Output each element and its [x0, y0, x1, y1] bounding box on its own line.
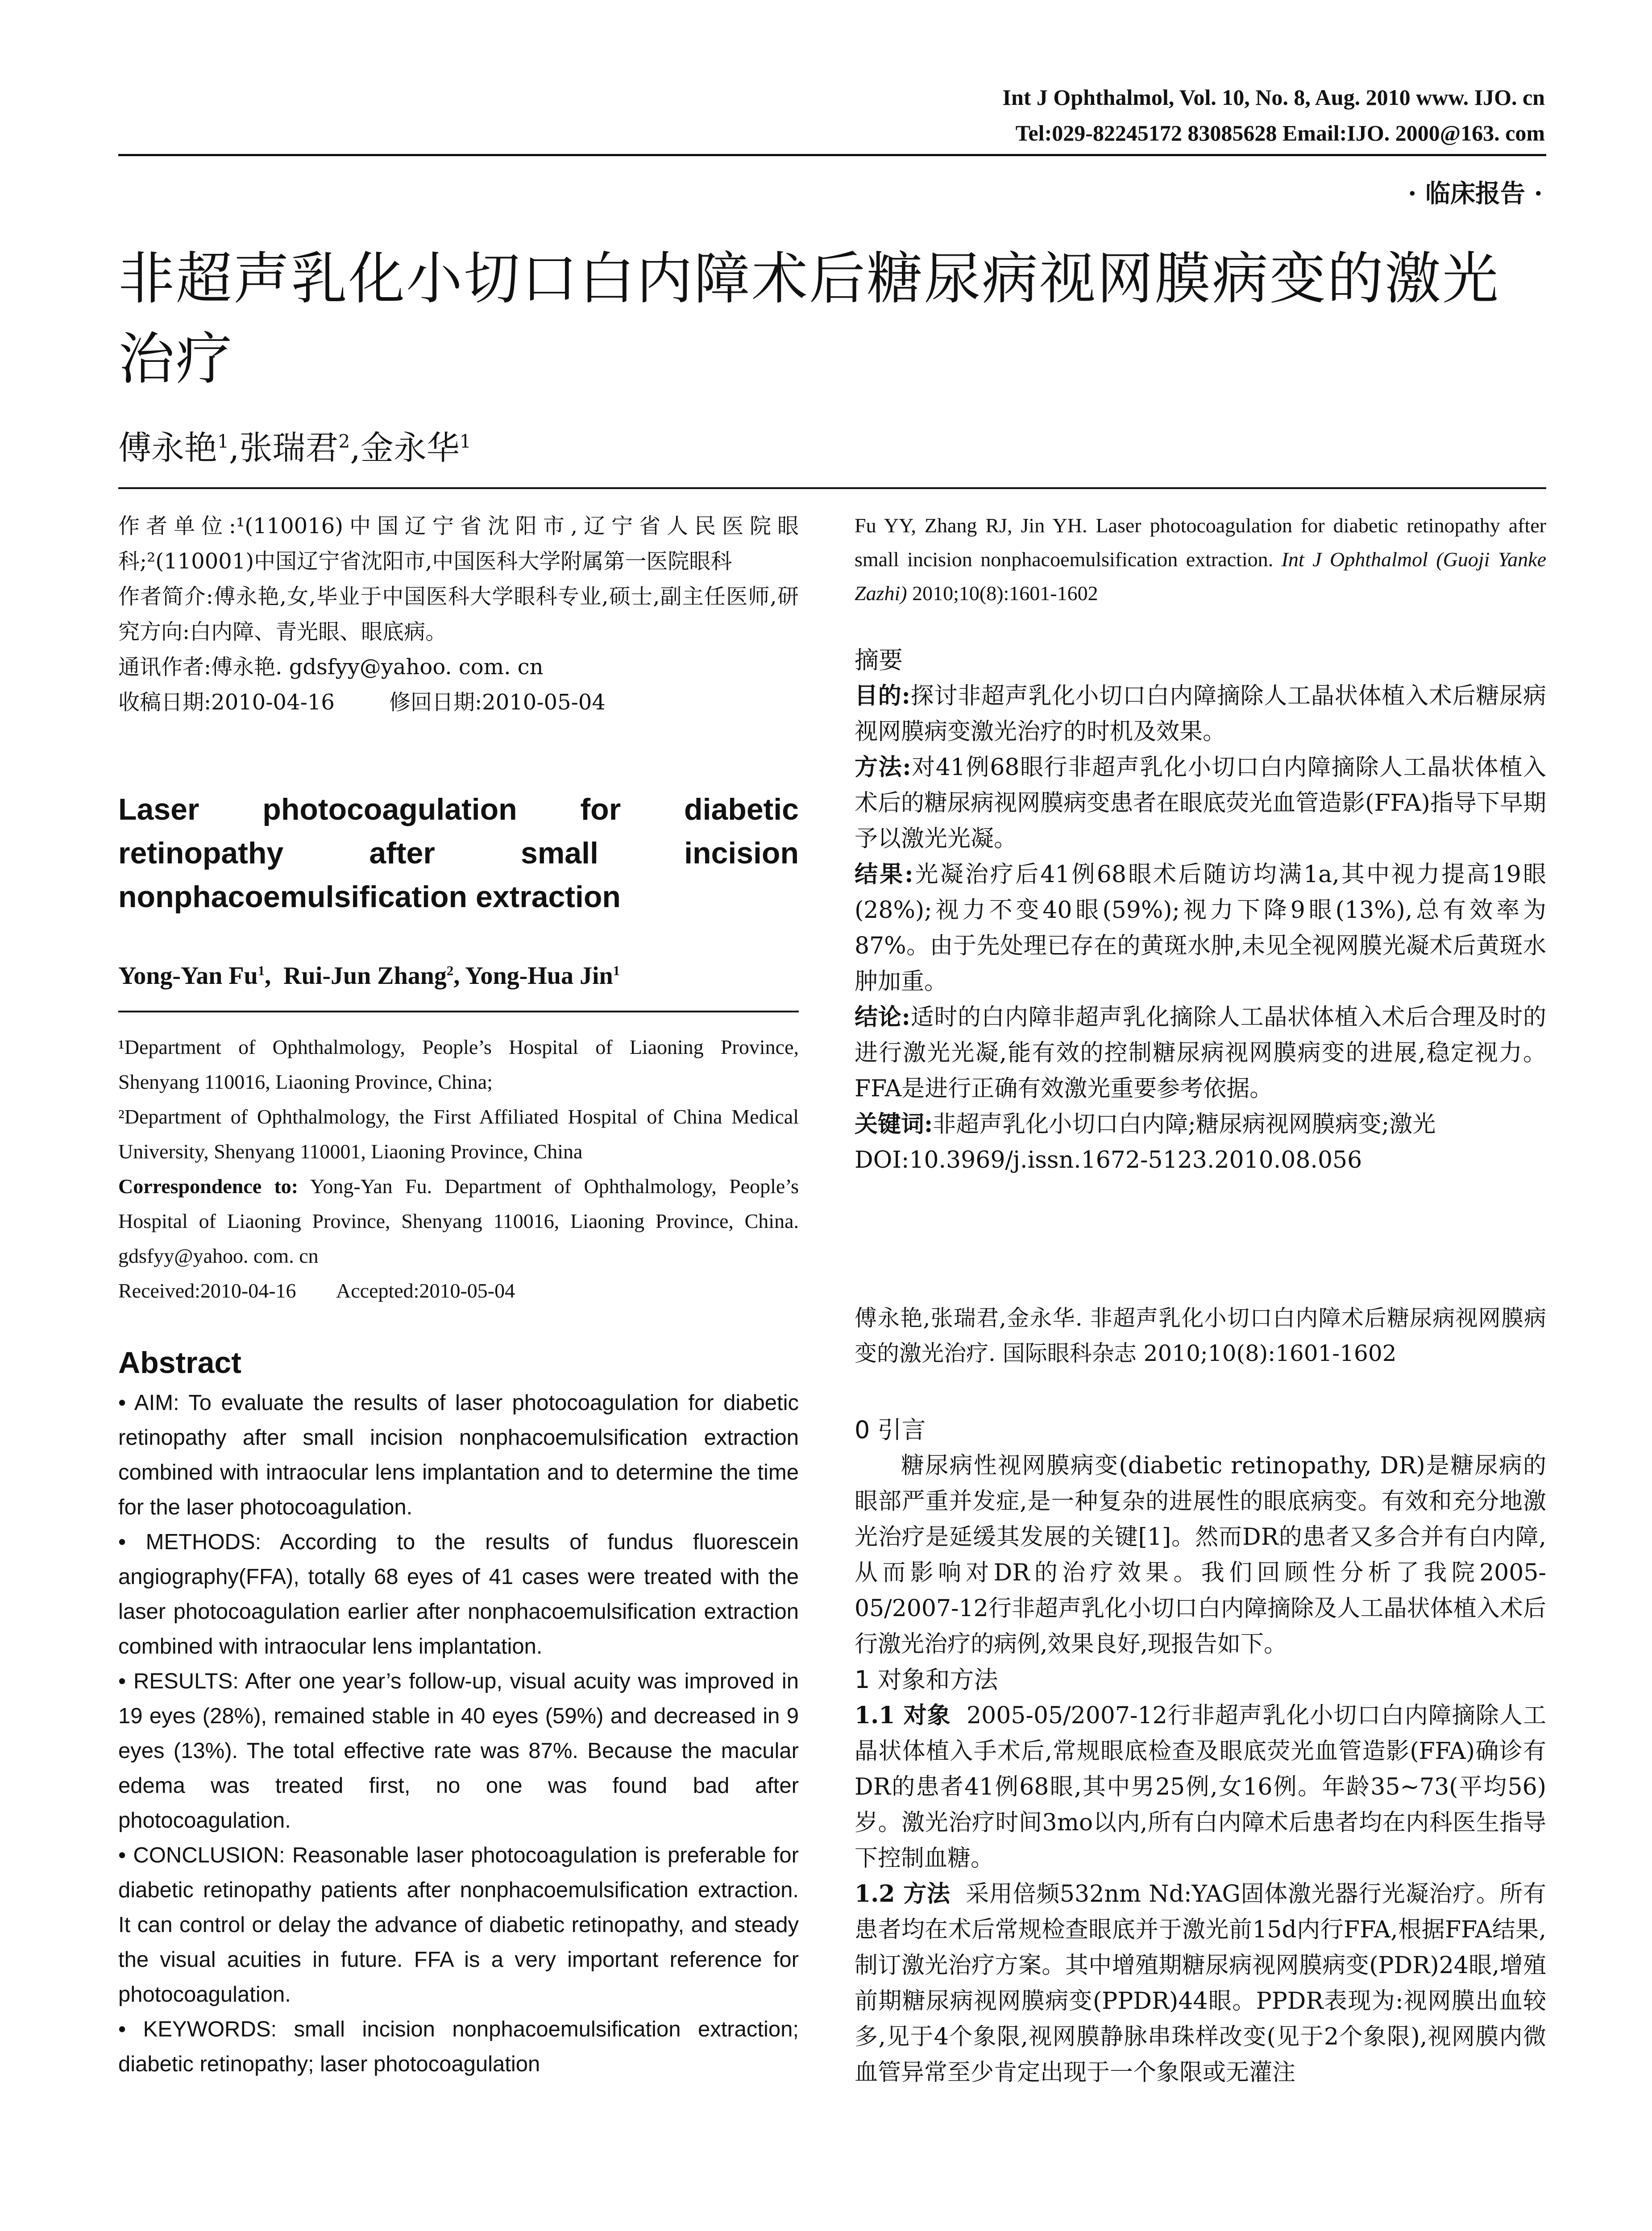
- citation-en-ref: 2010;10(8):1601-1602: [912, 582, 1098, 605]
- abstract-cn-methods-label: 方法:: [855, 754, 911, 781]
- abstract-cn-conclusion-text: 适时的白内障非超声乳化摘除人工晶状体植入术后合理及时的进行激光光凝,能有效的控制糖尿病视网膜病变的进展,稳定视力。FFA是进行正确有效激光重要参考依据。: [855, 1004, 1546, 1102]
- journal-header-line2: Tel:029-82245172 83085628 Email:IJO. 2000@163. com: [1015, 120, 1545, 145]
- body-cn: [855, 1412, 1546, 2090]
- subjects-label: 1.1 对象: [855, 1702, 951, 1729]
- author-info-cn: [118, 509, 799, 720]
- abstract-cn-keywords-label: 关键词:: [855, 1111, 933, 1138]
- affiliation-en: [118, 1030, 799, 1308]
- author-cn-1: 傅永艳: [118, 429, 217, 467]
- abstract-en-methods: • METHODS: According to the results of fundus fluorescein angiography(FFA), totally 68 eyes of 41 cases were treated with the laser photocoagulation earlier after nonphacoemulsification extraction combined with intraocular lens implantation.: [118, 1530, 799, 1659]
- correspondence-en: [118, 1169, 799, 1273]
- affiliation-cn: 作者单位:¹(110016)中国辽宁省沈阳市,辽宁省人民医院眼科;²(110001)中国辽宁省沈阳市,中国医科大学附属第一医院眼科: [118, 514, 799, 574]
- abstract-en-keywords: • KEYWORDS: small incision nonphacoemulsification extraction; diabetic retinopathy; laser photocoagulation: [118, 2017, 799, 2076]
- abstract-cn-results-label: 结果:: [855, 861, 913, 888]
- abstract-cn-methods: [855, 750, 1546, 857]
- abstract-cn-results-text: 光凝治疗后41例68眼术后随访均满1a,其中视力提高19眼(28%);视力不变40眼(59%);视力下降9眼(13%),总有效率为87%。由于先处理已存在的黄斑水肿,未见全视网膜光凝术后黄斑水肿加重。: [855, 861, 1546, 995]
- abstract-cn: [855, 643, 1546, 1178]
- correspondence-cn: 通讯作者:傅永艳. gdsfyy@yahoo. com. cn: [118, 655, 544, 680]
- abstract-cn-aim: [855, 678, 1546, 750]
- section-tag: · 临床报告 ·: [1408, 179, 1543, 208]
- abstract-en-conclusion: • CONCLUSION: Reasonable laser photocoagulation is preferable for diabetic retinopathy patients after nonphacoemulsification extraction. It can control or delay the advance of diabetic retinopathy, and steady the visual acuities in future. FFA is a very important reference for photocoagulation.: [118, 1843, 799, 2007]
- abstract-en: [118, 1385, 799, 2082]
- author-en-2-sup: 2: [446, 963, 454, 979]
- method-text: 采用倍频532nm Nd:YAG固体激光器行光凝治疗。所有患者均在术后常规检查眼底并于激光前15d内行FFA,根据FFA结果,制订激光治疗方案。其中增殖期糖尿病视网膜病变(PDR)24眼,增殖前期糖尿病视网膜病变(PPDR)44眼。PPDR表现为:视网膜出血较多,见于4个象限,视网膜静脉串珠样改变(见于2个象限),视网膜内微血管异常至少肯定出现于一个象限或无灌注: [855, 1881, 1546, 2086]
- author-cn-1-sup: 1: [217, 431, 229, 452]
- abstract-cn-aim-label: 目的:: [855, 682, 910, 709]
- article-title-en: Laser photocoagulation for diabetic retinopathy after small incision nonphacoemulsification extraction: [118, 792, 799, 914]
- subjects-paragraph: [855, 1698, 1546, 1876]
- journal-header-line1: Int J Ophthalmol, Vol. 10, No. 8, Aug. 2010 www. IJO. cn: [1002, 85, 1545, 110]
- affiliation-en-1: ¹Department of Ophthalmology, People’s Hospital of Liaoning Province, Shenyang 110016, Liaoning Province, China;: [118, 1036, 799, 1093]
- author-cn-3: 金永华: [360, 429, 460, 467]
- abstract-cn-results: [855, 857, 1546, 999]
- author-en-3-sup: 1: [613, 963, 620, 979]
- intro-heading: 0 引言: [855, 1416, 926, 1444]
- abstract-cn-keywords: [855, 1107, 1546, 1142]
- abstract-cn-conclusion: [855, 999, 1546, 1107]
- body-cn-text: [855, 1448, 1546, 2090]
- author-bio-cn: 作者简介:傅永艳,女,毕业于中国医科大学眼科专业,硕士,副主任医师,研究方向:白内障、青光眼、眼底病。: [118, 584, 799, 644]
- abstract-cn-methods-text: 对41例68眼行非超声乳化小切口白内障摘除人工晶状体植入术后的糖尿病视网膜病变患者在眼底荧光血管造影(FFA)指导下早期予以激光光凝。: [855, 754, 1546, 852]
- authors-en: Yong-Yan Fu$^1$, Rui-Jun Zhang$^2$, Yong-Hua Jin$^1$: [118, 962, 620, 990]
- author-cn-2: 张瑞君: [239, 429, 339, 467]
- abstract-en-results: • RESULTS: After one year’s follow-up, visual acuity was improved in 19 eyes (28%), remained stable in 40 eyes (59%) and decreased in 9 eyes (13%). The total effective rate was 87%. Because the macular edema was treated first, no one was found bad after photocoagulation.: [118, 1669, 799, 1833]
- author-en-1-sup: 1: [257, 963, 265, 979]
- method-paragraph: [855, 1876, 1546, 2090]
- abstract-cn-body: [855, 678, 1546, 1178]
- citation-en: [855, 509, 1546, 610]
- dates-cn: 收稿日期:2010-04-16 修回日期:2010-05-04: [118, 690, 606, 715]
- correspondence-en-text: Yong-Yan Fu. Department of Ophthalmology, People’s Hospital of Liaoning Province, Shenyang 110016, Liaoning Province, China. gdsfyy@yahoo. com. cn: [118, 1175, 799, 1267]
- author-en-1: Yong-Yan Fu: [118, 962, 258, 990]
- abstract-en-aim: • AIM: To evaluate the results of laser photocoagulation for diabetic retinopathy after small incision nonphacoemulsification extraction combined with intraocular lens implantation and to determine the time for the laser photocoagulation.: [118, 1391, 799, 1519]
- correspondence-en-label: Correspondence to:: [118, 1175, 299, 1198]
- abstract-heading-cn: 摘要: [855, 646, 903, 674]
- method-label: 1.2 方法: [855, 1880, 951, 1908]
- abstract-cn-aim-text: 探讨非超声乳化小切口白内障摘除人工晶状体植入术后糖尿病视网膜病变激光治疗的时机及效果。: [855, 683, 1546, 745]
- header-rule: [118, 154, 1546, 156]
- doi: DOI:10.3969/j.issn.1672-5123.2010.08.056: [855, 1147, 1362, 1174]
- authors-rule: [118, 487, 1546, 489]
- received-en: Received:2010-04-16 Accepted:2010-05-04: [118, 1279, 515, 1302]
- abstract-heading-en: Abstract: [118, 1346, 241, 1380]
- affiliation-en-2: ²Department of Ophthalmology, the First Affiliated Hospital of China Medical University, Shenyang 110001, Liaoning Province, China: [118, 1105, 799, 1163]
- author-en-2: Rui-Jun Zhang: [283, 962, 447, 990]
- subjects-text: 2005-05/2007-12行非超声乳化小切口白内障摘除人工晶状体植入手术后,常规眼底检查及眼底荧光血管造影(FFA)确诊有DR的患者41例68眼,其中男25例,女16例。年龄35~73(平均56)岁。激光治疗时间3mo以内,所有白内障术后患者均在内科医生指导下控制血糖。: [855, 1702, 1547, 1872]
- author-cn-2-sup: 2: [338, 431, 350, 452]
- citation-en-text: Fu YY, Zhang RJ, Jin YH. Laser photocoagulation for diabetic retinopathy after small incision nonphacoemulsification extraction.: [855, 514, 1546, 571]
- affiliation-rule: [118, 1011, 799, 1012]
- abstract-cn-conclusion-label: 结论:: [855, 1004, 910, 1031]
- abstract-cn-keywords-text: 非超声乳化小切口白内障;糖尿病视网膜病变;激光: [933, 1111, 1436, 1138]
- methods-heading: 1 对象和方法: [855, 1666, 998, 1694]
- authors-cn: 傅永艳$^1$,张瑞君$^2$,金永华$^1$: [118, 429, 471, 467]
- citation-cn: 傅永艳,张瑞君,金永华. 非超声乳化小切口白内障术后糖尿病视网膜病变的激光治疗. 国际眼科杂志 2010;10(8):1601-1602: [855, 1305, 1546, 1366]
- citation-en-journal: Int J Ophthalmol (Guoji Yanke Zazhi): [855, 548, 1547, 605]
- article-title-cn: 非超声乳化小切口白内障术后糖尿病视网膜病变的激光治疗: [118, 246, 1500, 392]
- intro-paragraph: 糖尿病性视网膜病变(diabetic retinopathy, DR)是糖尿病的眼部严重并发症,是一种复杂的进展性的眼底病变。有效和充分地激光治疗是延缓其发展的关键[1]。然而DR的患者又多合并有白内障,从而影响对DR的治疗效果。我们回顾性分析了我院2005-05/2007-12行非超声乳化小切口白内障摘除及人工晶状体植入术后行激光治疗的病例,效果良好,现报告如下。: [855, 1452, 1546, 1658]
- author-en-3: Yong-Hua Jin: [465, 962, 613, 990]
- author-cn-3-sup: 1: [459, 431, 471, 452]
